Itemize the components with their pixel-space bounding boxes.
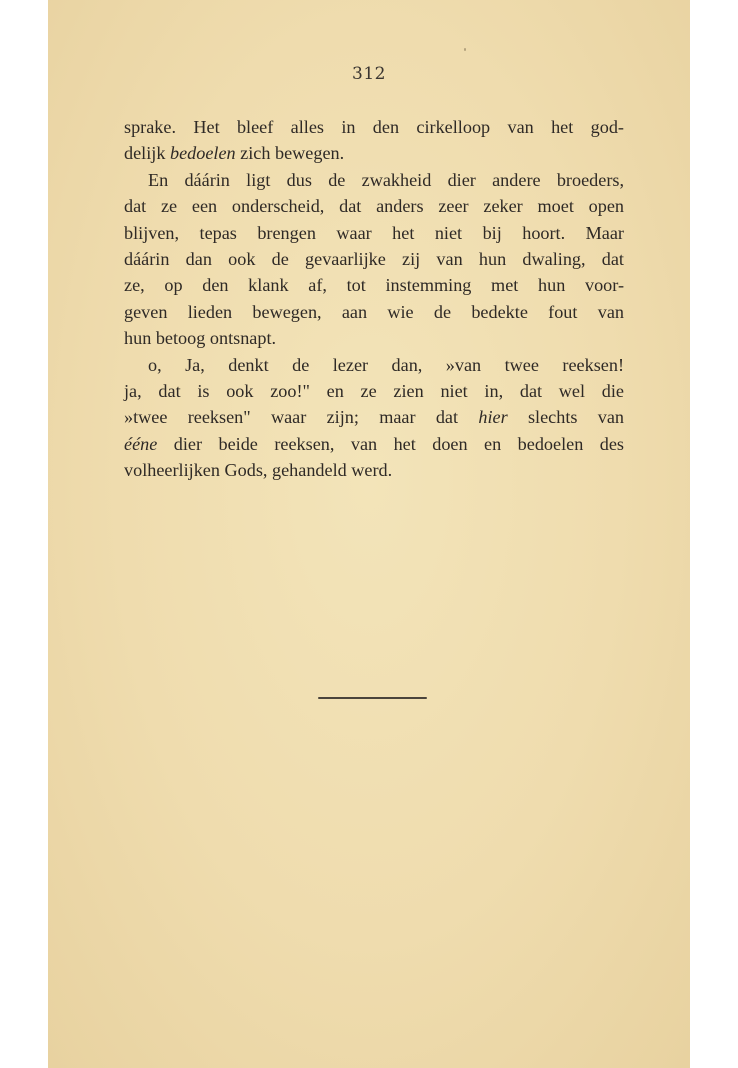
text-line [124, 272, 624, 298]
text-span: o, Ja, denkt de lezer dan, »van twee reeksen! [148, 354, 624, 375]
text-span: »twee reeksen" waar zijn; maar dat [124, 407, 479, 428]
text-line [124, 325, 624, 351]
text-line [124, 114, 624, 140]
text-line [124, 246, 624, 272]
italic-span: hier [478, 407, 508, 428]
paper-speck [464, 48, 466, 51]
text-span: blijven, tepas brengen waar het niet bij hoort. Maar [124, 222, 624, 243]
text-span: ja, dat is ook zoo!" en ze zien niet in, dat wel die [124, 381, 624, 402]
text-line [124, 193, 624, 219]
text-line [124, 220, 624, 246]
text-span: volheerlijken Gods, gehandeld werd. [124, 460, 393, 481]
text-line [124, 140, 624, 166]
text-line [124, 167, 624, 193]
text-span: geven lieden bewegen, aan wie de bedekte fout van [124, 301, 624, 322]
text-span: zich bewegen. [235, 143, 345, 164]
italic-span: bedoelen [169, 143, 236, 164]
page-number: 312 [352, 64, 386, 84]
text-line [124, 378, 624, 404]
text-line [124, 404, 624, 430]
text-line [124, 457, 624, 483]
text-span: sprake. Het bleef alles in den cirkelloop van het god- [124, 117, 624, 137]
text-span: dáárin dan ook de gevaarlijke zij van hun dwaling, dat [124, 249, 624, 270]
italic-span: ééne [124, 433, 158, 454]
text-span: hun betoog ontsnapt. [124, 328, 277, 349]
body-text [124, 114, 624, 484]
text-span: dier beide reeksen, van het doen en bedoelen des [157, 433, 624, 454]
text-span: delijk [124, 143, 170, 164]
text-span: ze, op den klank af, tot instemming met hun voor- [124, 275, 624, 296]
text-line [124, 431, 624, 457]
text-span: slechts van [507, 407, 624, 428]
text-span: dat ze een onderscheid, dat anders zeer zeker moet open [124, 196, 624, 217]
text-span: En dáárin ligt dus de zwakheid dier andere broeders, [148, 169, 624, 190]
text-line [124, 352, 624, 378]
section-end-rule [318, 697, 427, 699]
text-line [124, 299, 624, 325]
